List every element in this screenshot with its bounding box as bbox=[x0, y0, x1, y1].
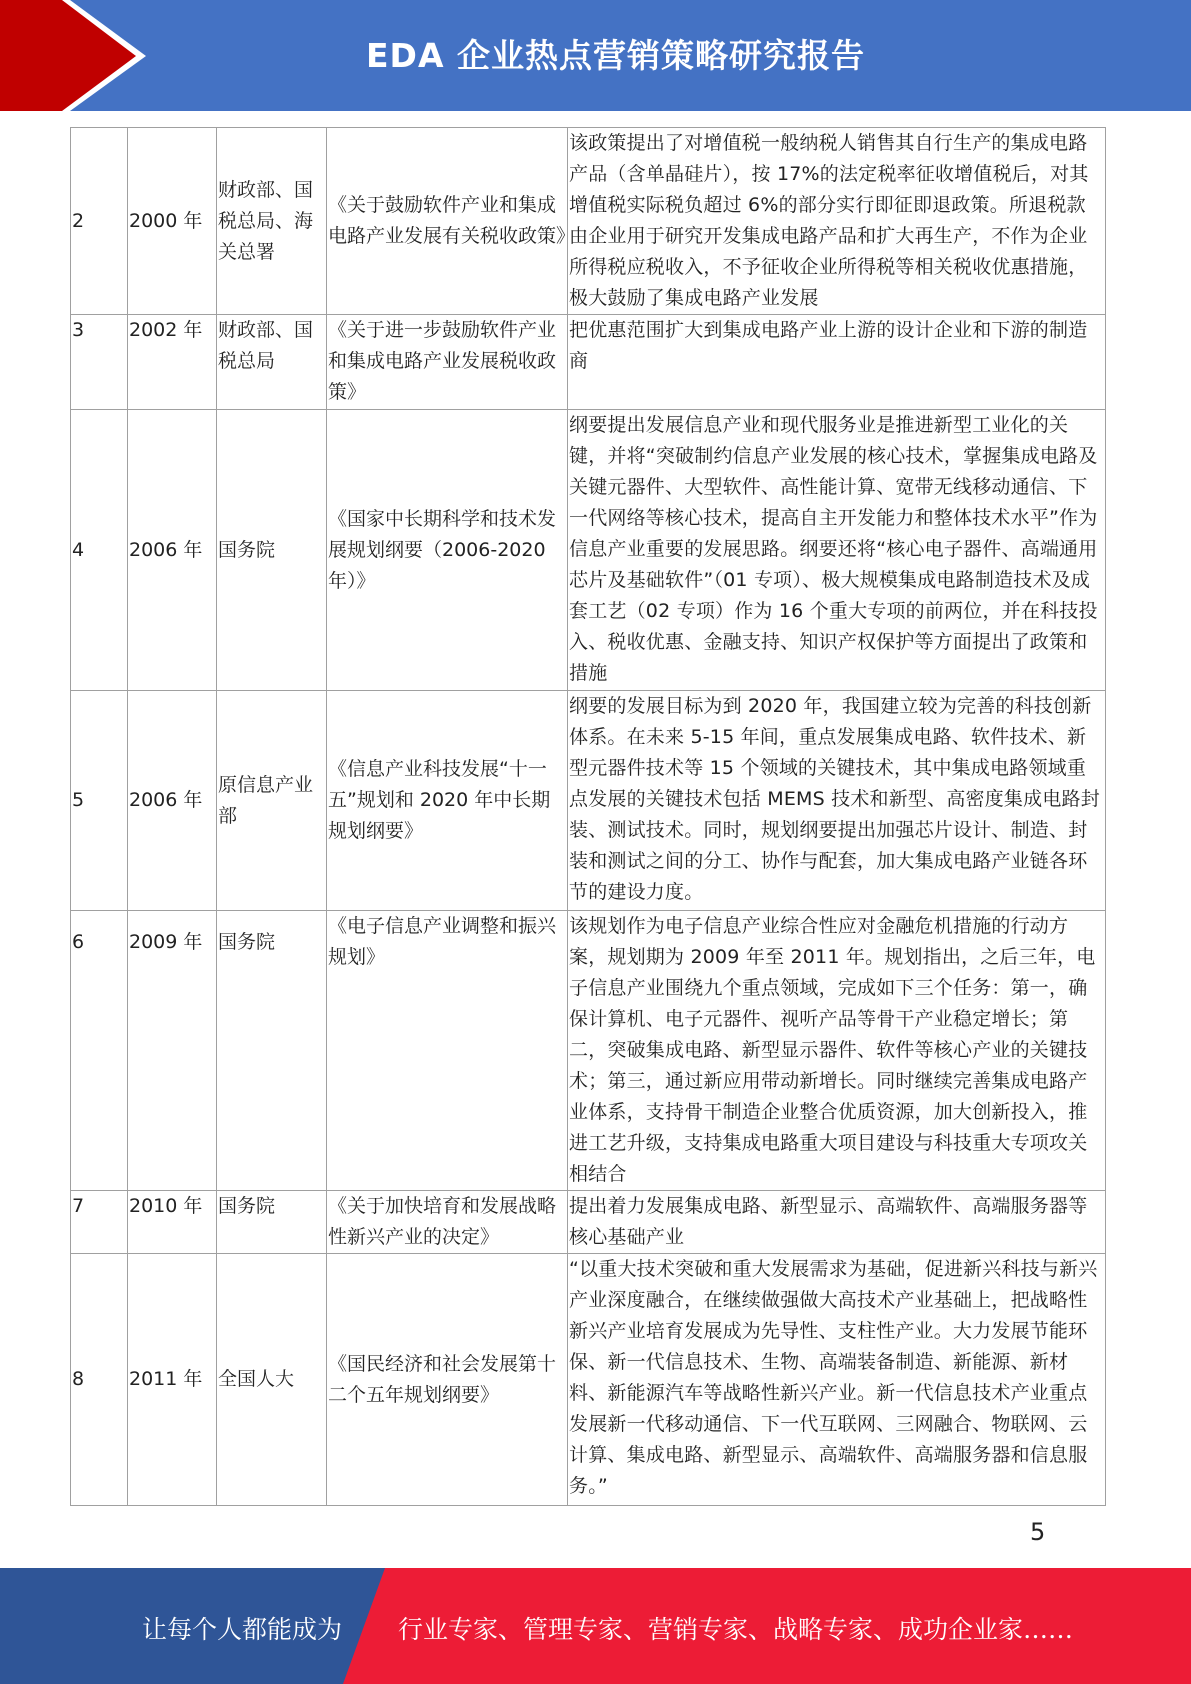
row-year: 2006 年 bbox=[128, 691, 217, 911]
row-issuer: 国务院 bbox=[217, 410, 327, 691]
row-number: 7 bbox=[71, 1191, 128, 1254]
row-content: 把优惠范围扩大到集成电路产业上游的设计企业和下游的制造商 bbox=[568, 315, 1106, 410]
row-policy-title: 《关于进一步鼓励软件产业和集成电路产业发展税收政策》 bbox=[327, 315, 568, 410]
page-footer bbox=[0, 1568, 1191, 1684]
table-row bbox=[71, 691, 1106, 911]
row-year: 2009 年 bbox=[128, 911, 217, 1191]
row-year: 2002 年 bbox=[128, 315, 217, 410]
row-issuer: 财政部、国税总局 bbox=[217, 315, 327, 410]
row-policy-title: 《关于鼓励软件产业和集成电路产业发展有关税收政策》 bbox=[327, 128, 568, 315]
row-content: 该规划作为电子信息产业综合性应对金融危机措施的行动方案，规划期为 2009 年至 2011 年。规划指出，之后三年，电子信息产业围绕九个重点领域，完成如下三个任务：第一，确保计算机、电子元器件、视听产品等骨干产业稳定增长；第二，突破集成电路、新型显示器件、软件等核心产业的关键技术；第三，通过新应用带动新增长。同时继续完善集成电路产业体系，支持骨干制造企业整合优质资源，加大创新投入，推进工艺升级，支持集成电路重大项目建设与科技重大专项攻关相结合 bbox=[568, 911, 1106, 1191]
row-content: 纲要的发展目标为到 2020 年，我国建立较为完善的科技创新体系。在未来 5-15 年间，重点发展集成电路、软件技术、新型元器件技术等 15 个领域的关键技术，其中集成电路领域重点发展的关键技术包括 MEMS 技术和新型、高密度集成电路封装、测试技术。同时，规划纲要提出加强芯片设计、制造、封装和测试之间的分工、协作与配套，加大集成电路产业链各环节的建设力度。 bbox=[568, 691, 1106, 911]
table-row bbox=[71, 1191, 1106, 1254]
table-row bbox=[71, 1254, 1106, 1506]
footer-slogan-right: 行业专家、管理专家、营销专家、战略专家、成功企业家…… bbox=[398, 1615, 1074, 1644]
row-content: “以重大技术突破和重大发展需求为基础，促进新兴科技与新兴产业深度融合，在继续做强做大高技术产业基础上，把战略性新兴产业培育发展成为先导性、支柱性产业。大力发展节能环保、新一代信息技术、生物、高端装备制造、新能源、新材料、新能源汽车等战略性新兴产业。新一代信息技术产业重点发展新一代移动通信、下一代互联网、三网融合、物联网、云计算、集成电路、新型显示、高端软件、高端服务器和信息服务。” bbox=[568, 1254, 1106, 1506]
row-year: 2006 年 bbox=[128, 410, 217, 691]
row-number: 4 bbox=[71, 410, 128, 691]
page-number: 5 bbox=[1030, 1518, 1046, 1546]
row-year: 2010 年 bbox=[128, 1191, 217, 1254]
row-number: 5 bbox=[71, 691, 128, 911]
policy-table bbox=[70, 127, 1106, 1506]
row-number: 6 bbox=[71, 911, 128, 1191]
row-policy-title: 《信息产业科技发展“十一五”规划和 2020 年中长期规划纲要》 bbox=[327, 691, 568, 911]
table-row bbox=[71, 410, 1106, 691]
row-content: 该政策提出了对增值税一般纳税人销售其自行生产的集成电路产品（含单晶硅片），按 17%的法定税率征收增值税后，对其增值税实际税负超过 6%的部分实行即征即退政策。所退税款由企业用于研究开发集成电路产品和扩大再生产，不作为企业所得税应税收入，不予征收企业所得税等相关税收优惠措施，极大鼓励了集成电路产业发展 bbox=[568, 128, 1106, 315]
row-number: 3 bbox=[71, 315, 128, 410]
row-number: 2 bbox=[71, 128, 128, 315]
row-issuer: 原信息产业部 bbox=[217, 691, 327, 911]
page-header bbox=[0, 0, 1191, 111]
table-row bbox=[71, 315, 1106, 410]
row-issuer: 国务院 bbox=[217, 1191, 327, 1254]
row-policy-title: 《电子信息产业调整和振兴规划》 bbox=[327, 911, 568, 1191]
row-policy-title: 《国民经济和社会发展第十二个五年规划纲要》 bbox=[327, 1254, 568, 1506]
row-policy-title: 《关于加快培育和发展战略性新兴产业的决定》 bbox=[327, 1191, 568, 1254]
row-number: 8 bbox=[71, 1254, 128, 1506]
table-row bbox=[71, 128, 1106, 315]
row-policy-title: 《国家中长期科学和技术发展规划纲要（2006-2020 年）》 bbox=[327, 410, 568, 691]
report-title: EDA 企业热点营销策略研究报告 bbox=[366, 36, 865, 75]
row-issuer: 国务院 bbox=[217, 911, 327, 1191]
row-year: 2000 年 bbox=[128, 128, 217, 315]
row-issuer: 全国人大 bbox=[217, 1254, 327, 1506]
row-content: 提出着力发展集成电路、新型显示、高端软件、高端服务器等核心基础产业 bbox=[568, 1191, 1106, 1254]
row-issuer: 财政部、国税总局、海关总署 bbox=[217, 128, 327, 315]
footer-slogan-left: 让每个人都能成为 bbox=[142, 1615, 343, 1644]
row-year: 2011 年 bbox=[128, 1254, 217, 1506]
row-content: 纲要提出发展信息产业和现代服务业是推进新型工业化的关键，并将“突破制约信息产业发展的核心技术，掌握集成电路及关键元器件、大型软件、高性能计算、宽带无线移动通信、下一代网络等核心技术，提高自主开发能力和整体技术水平”作为信息产业重要的发展思路。纲要还将“核心电子器件、高端通用芯片及基础软件”（01 专项）、极大规模集成电路制造技术及成套工艺（02 专项）作为 16 个重大专项的前两位，并在科技投入、税收优惠、金融支持、知识产权保护等方面提出了政策和措施 bbox=[568, 410, 1106, 691]
table-row bbox=[71, 911, 1106, 1191]
